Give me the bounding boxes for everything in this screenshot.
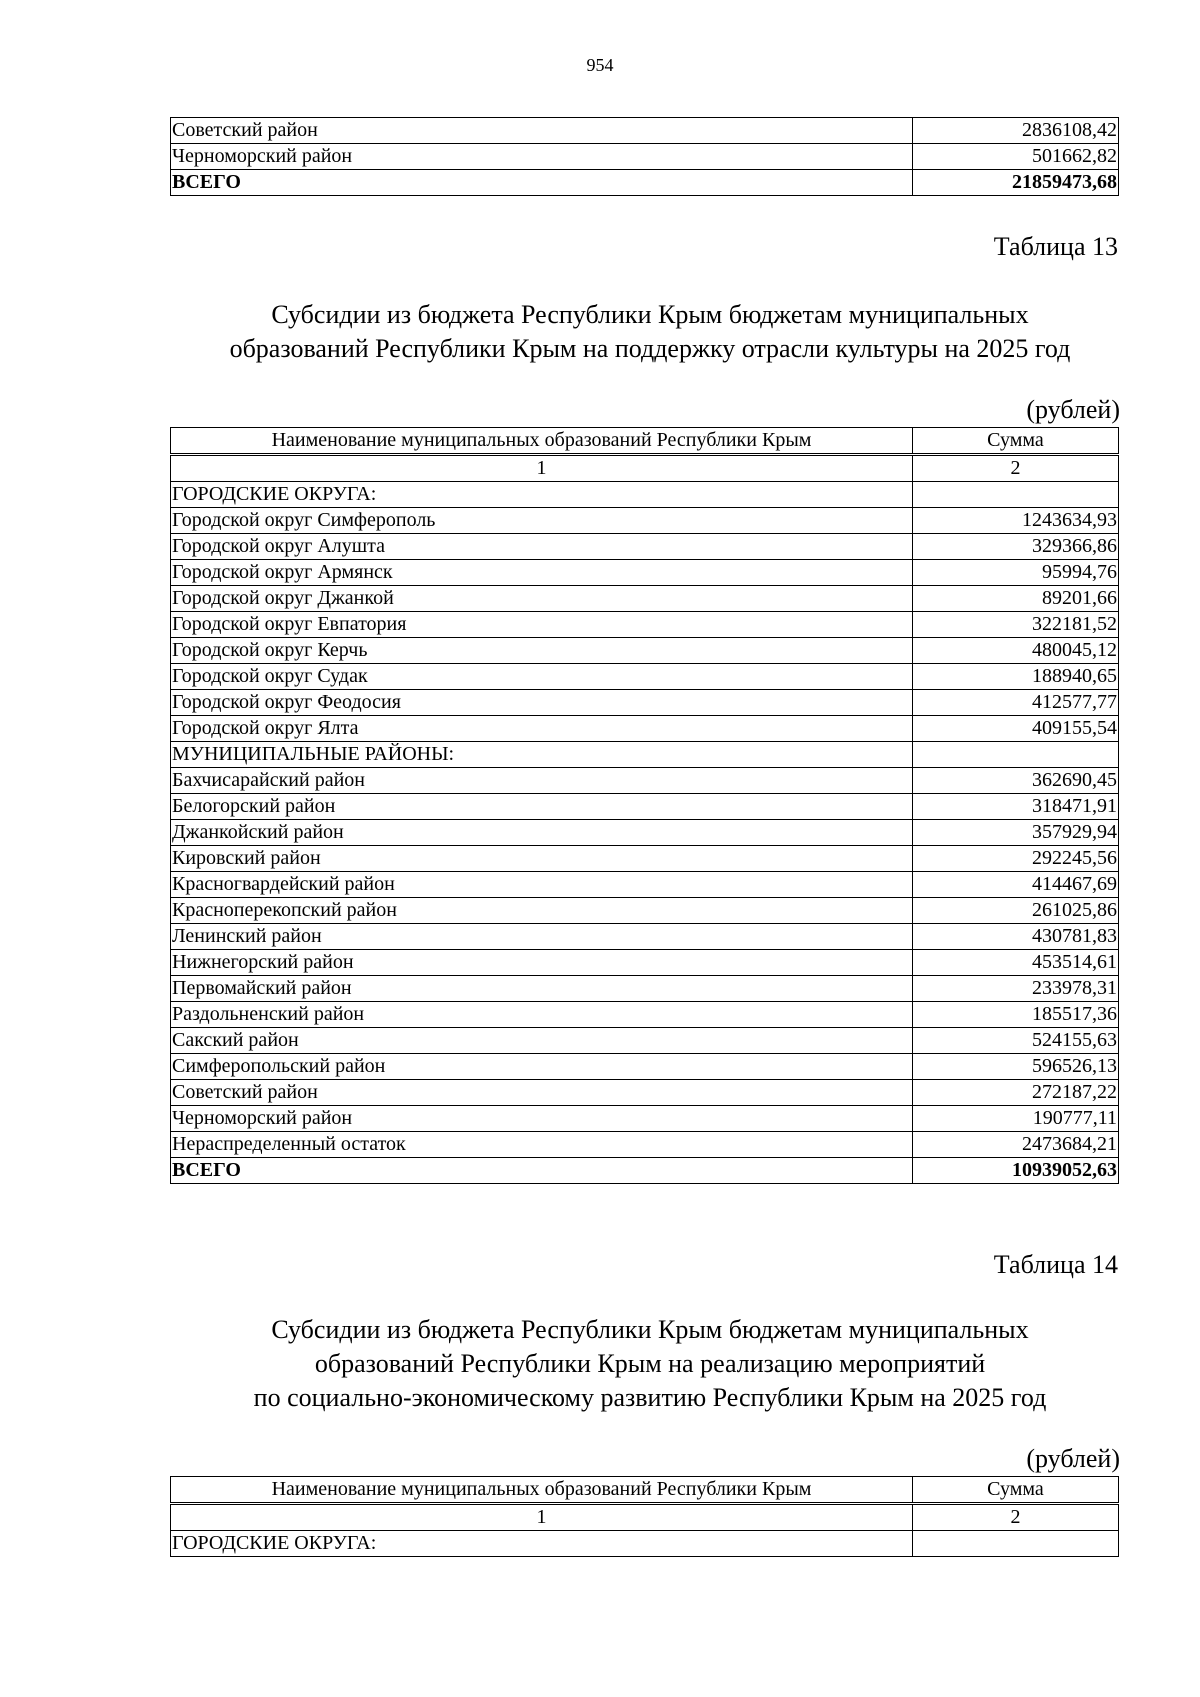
table-row — [171, 560, 1119, 586]
table14-title — [100, 1313, 1200, 1415]
row-sum: 2836108,42 — [913, 118, 1119, 144]
table-row — [171, 976, 1119, 1002]
table13-title-line2: образований Республики Крым на поддержку отрасли культуры на 2025 год — [229, 334, 1071, 363]
table14-title-line1: Субсидии из бюджета Республики Крым бюджетам муниципальных — [271, 1315, 1029, 1344]
carryover-body — [171, 118, 1119, 196]
table-row — [171, 508, 1119, 534]
table-row — [171, 846, 1119, 872]
section-empty — [913, 742, 1119, 768]
row-name: Советский район — [171, 1080, 913, 1106]
row-name: Черноморский район — [171, 1106, 913, 1132]
row-name: Красногвардейский район — [171, 872, 913, 898]
row-name: Симферопольский район — [171, 1054, 913, 1080]
row-sum: 318471,91 — [913, 794, 1119, 820]
table-row — [171, 1002, 1119, 1028]
row-sum: 233978,31 — [913, 976, 1119, 1002]
table14-header-sum: Сумма — [913, 1477, 1119, 1503]
table-row — [171, 820, 1119, 846]
row-name: Городской округ Евпатория — [171, 612, 913, 638]
row-sum: 292245,56 — [913, 846, 1119, 872]
row-sum: 414467,69 — [913, 872, 1119, 898]
table14-title-line2: образований Республики Крым на реализацию мероприятий — [314, 1349, 986, 1378]
row-sum: 188940,65 — [913, 664, 1119, 690]
table14-header-name: Наименование муниципальных образований Республики Крым — [171, 1477, 913, 1503]
table-row — [171, 612, 1119, 638]
row-name: Советский район — [171, 118, 913, 144]
table-row — [171, 690, 1119, 716]
table14-colnum-2: 2 — [913, 1505, 1119, 1531]
row-sum: 10939052,63 — [913, 1158, 1119, 1184]
table-row — [171, 534, 1119, 560]
table-row — [171, 898, 1119, 924]
row-name: Городской округ Керчь — [171, 638, 913, 664]
table-row — [171, 950, 1119, 976]
row-sum: 2473684,21 — [913, 1132, 1119, 1158]
row-name: Первомайский район — [171, 976, 913, 1002]
table-row — [171, 664, 1119, 690]
row-name: Кировский район — [171, 846, 913, 872]
row-name: Городской округ Ялта — [171, 716, 913, 742]
table-row — [171, 1080, 1119, 1106]
table14-title-line3: по социально-экономическому развитию Республики Крым на 2025 год — [253, 1383, 1047, 1412]
table-row — [171, 872, 1119, 898]
section-label: ГОРОДСКИЕ ОКРУГА: — [171, 482, 913, 508]
table-row — [171, 638, 1119, 664]
table13-label: Таблица 13 — [993, 232, 1118, 261]
row-sum: 329366,86 — [913, 534, 1119, 560]
table-row — [171, 716, 1119, 742]
table14-colnum-row — [171, 1505, 1119, 1531]
row-sum: 95994,76 — [913, 560, 1119, 586]
table-row — [171, 586, 1119, 612]
row-name: Нижнегорский район — [171, 950, 913, 976]
section-row — [171, 742, 1119, 768]
section-label: МУНИЦИПАЛЬНЫЕ РАЙОНЫ: — [171, 742, 913, 768]
row-name: ВСЕГО — [171, 1158, 913, 1184]
row-sum: 596526,13 — [913, 1054, 1119, 1080]
section-label: ГОРОДСКИЕ ОКРУГА: — [171, 1531, 913, 1557]
table-row — [171, 794, 1119, 820]
table14 — [170, 1476, 1119, 1557]
row-sum: 185517,36 — [913, 1002, 1119, 1028]
total-row — [171, 170, 1119, 196]
table-row — [171, 768, 1119, 794]
row-name: Ленинский район — [171, 924, 913, 950]
row-name: Городской округ Джанкой — [171, 586, 913, 612]
table13-colnum-row — [171, 456, 1119, 482]
table14-colnum-1: 1 — [171, 1505, 913, 1531]
total-row — [171, 1158, 1119, 1184]
section-empty — [913, 1531, 1119, 1557]
table13-header-name: Наименование муниципальных образований Республики Крым — [171, 428, 913, 454]
table13-colnum-1: 1 — [171, 456, 913, 482]
table-row — [171, 1106, 1119, 1132]
section-empty — [913, 482, 1119, 508]
row-name: Белогорский район — [171, 794, 913, 820]
row-sum: 261025,86 — [913, 898, 1119, 924]
table13-colnum-2: 2 — [913, 456, 1119, 482]
row-name: Джанкойский район — [171, 820, 913, 846]
table-row — [171, 924, 1119, 950]
row-name: ВСЕГО — [171, 170, 913, 196]
row-sum: 362690,45 — [913, 768, 1119, 794]
row-name: Городской округ Судак — [171, 664, 913, 690]
table-row — [171, 1132, 1119, 1158]
table13-header-sum: Сумма — [913, 428, 1119, 454]
row-sum: 480045,12 — [913, 638, 1119, 664]
table-row — [171, 144, 1119, 170]
table14-header-row — [171, 1477, 1119, 1503]
table13-title — [100, 298, 1200, 366]
table14-unit: (рублей) — [1026, 1444, 1120, 1473]
row-sum: 89201,66 — [913, 586, 1119, 612]
table13 — [170, 427, 1119, 1184]
row-sum: 453514,61 — [913, 950, 1119, 976]
row-name: Черноморский район — [171, 144, 913, 170]
row-sum: 1243634,93 — [913, 508, 1119, 534]
row-name: Раздольненский район — [171, 1002, 913, 1028]
table13-header-row — [171, 428, 1119, 454]
table13-title-line1: Субсидии из бюджета Республики Крым бюджетам муниципальных — [271, 300, 1029, 329]
row-sum: 412577,77 — [913, 690, 1119, 716]
carryover-table — [170, 117, 1119, 196]
table-row — [171, 1054, 1119, 1080]
row-sum: 322181,52 — [913, 612, 1119, 638]
row-sum: 430781,83 — [913, 924, 1119, 950]
row-name: Сакский район — [171, 1028, 913, 1054]
table-row — [171, 118, 1119, 144]
row-sum: 409155,54 — [913, 716, 1119, 742]
table13-unit: (рублей) — [1026, 395, 1120, 424]
row-name: Нераспределенный остаток — [171, 1132, 913, 1158]
row-name: Городской округ Симферополь — [171, 508, 913, 534]
table13-body — [171, 454, 1119, 1184]
row-name: Городской округ Армянск — [171, 560, 913, 586]
row-sum: 501662,82 — [913, 144, 1119, 170]
row-name: Бахчисарайский район — [171, 768, 913, 794]
table14-body — [171, 1503, 1119, 1557]
row-name: Городской округ Феодосия — [171, 690, 913, 716]
row-sum: 357929,94 — [913, 820, 1119, 846]
row-sum: 524155,63 — [913, 1028, 1119, 1054]
table13-section-city — [171, 482, 1119, 508]
row-name: Городской округ Алушта — [171, 534, 913, 560]
page-number: 954 — [586, 55, 614, 75]
table14-section-city — [171, 1531, 1119, 1557]
row-name: Красноперекопский район — [171, 898, 913, 924]
table-row — [171, 1028, 1119, 1054]
row-sum: 272187,22 — [913, 1080, 1119, 1106]
table14-label: Таблица 14 — [993, 1250, 1118, 1279]
row-sum: 190777,11 — [913, 1106, 1119, 1132]
row-sum: 21859473,68 — [913, 170, 1119, 196]
